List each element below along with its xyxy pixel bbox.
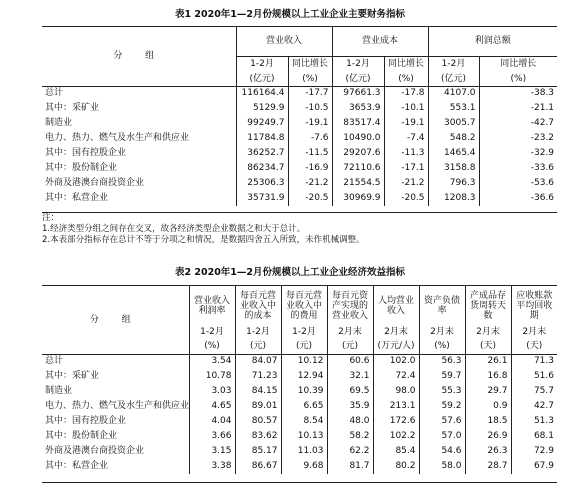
table1-col-group: 营业收入: [236, 27, 332, 57]
table-row: [42, 176, 557, 191]
table-cell: 3005.7: [428, 116, 479, 131]
table-cell: 3.38: [189, 459, 235, 474]
table2-col-header: 每百元营业收入中的费用: [281, 286, 327, 326]
table2-unit: (元): [235, 340, 281, 355]
table-cell: 57.6: [419, 414, 465, 429]
row-label: 其中：私营企业: [45, 460, 109, 471]
table-cell: 58.2: [327, 429, 373, 444]
table2-unit: (%): [189, 340, 235, 355]
table-cell: 1208.3: [428, 191, 479, 206]
row-label: 制造业: [45, 385, 73, 396]
table1-unit: (亿元): [428, 73, 479, 87]
table-row: [42, 399, 557, 414]
table-cell: 98.0: [373, 384, 419, 399]
table-cell: 16.8: [465, 369, 511, 384]
table2-group-header: 分 组: [42, 286, 189, 355]
row-label: 电力、热力、燃气及水生产和供应业: [45, 132, 190, 143]
table1-unit: (亿元): [236, 73, 288, 87]
table-row: [42, 87, 557, 101]
table2-unit: (元): [327, 340, 373, 355]
table-cell: 72.9: [511, 444, 557, 459]
table-cell: 36252.7: [236, 146, 288, 161]
table-cell: 99249.7: [236, 116, 288, 131]
table-cell: 51.3: [511, 414, 557, 429]
table-cell: 102.0: [373, 355, 419, 369]
table-row: [42, 146, 557, 161]
table2-col-header: 资产负债率: [419, 286, 465, 326]
table-cell: 3.03: [189, 384, 235, 399]
table-cell: 3653.9: [332, 101, 384, 116]
table-cell: 42.7: [511, 399, 557, 414]
table1-caption: 表1 2020年1—2月份规模以上工业企业主要财务指标: [174, 9, 406, 20]
table-cell: 10.39: [281, 384, 327, 399]
table-cell: -53.6: [479, 176, 557, 191]
table-cell: 4.65: [189, 399, 235, 414]
table-cell: 72.4: [373, 369, 419, 384]
table2-unit: (%): [419, 340, 465, 355]
table-cell: 89.01: [235, 399, 281, 414]
table-cell: -10.1: [384, 101, 428, 116]
table2-period: 2月末: [419, 326, 465, 340]
table-cell: 57.0: [419, 429, 465, 444]
table-cell: 51.6: [511, 369, 557, 384]
table2: [42, 285, 557, 474]
table-cell: 28.7: [465, 459, 511, 474]
table-cell: -17.8: [384, 87, 428, 101]
table1-note: 1.经济类型分组之间存在交叉，故各经济类型企业数据之和大于总计。: [42, 224, 306, 234]
table1-sub-header: 同比增长: [384, 57, 428, 73]
table2-unit: (天): [511, 340, 557, 355]
table-row: [42, 459, 557, 474]
table-cell: 35731.9: [236, 191, 288, 206]
table2-col-header: 人均营业收入: [373, 286, 419, 326]
table-cell: 80.2: [373, 459, 419, 474]
table2-unit: (天): [465, 340, 511, 355]
table-cell: 102.2: [373, 429, 419, 444]
table1-col-group: 营业成本: [332, 27, 428, 57]
table2-period: 1-2月: [235, 326, 281, 340]
table-cell: 58.0: [419, 459, 465, 474]
table2-col-header: 产成品存货周转天数: [465, 286, 511, 326]
table-row: [42, 414, 557, 429]
table-cell: -21.2: [384, 176, 428, 191]
table-cell: -7.6: [288, 131, 332, 146]
table-cell: 12.94: [281, 369, 327, 384]
table-cell: 68.1: [511, 429, 557, 444]
table-cell: -19.1: [288, 116, 332, 131]
table-row: [42, 116, 557, 131]
table-cell: 18.5: [465, 414, 511, 429]
table1-sub-header: 1-2月: [236, 57, 288, 73]
table2-col-header: 应收账款平均回收期: [511, 286, 557, 326]
table1-unit: (亿元): [332, 73, 384, 87]
table1-group-header: 分 组: [42, 27, 236, 87]
table-cell: 3.66: [189, 429, 235, 444]
row-label: 其中：采矿业: [45, 370, 100, 381]
table-cell: 8.54: [281, 414, 327, 429]
table-cell: -17.7: [288, 87, 332, 101]
row-label: 外商及港澳台商投资企业: [45, 445, 145, 456]
table-cell: 80.57: [235, 414, 281, 429]
table-row: [42, 161, 557, 176]
table-cell: 172.6: [373, 414, 419, 429]
row-label: 制造业: [45, 117, 73, 128]
table-cell: 25306.3: [236, 176, 288, 191]
table-cell: 97661.3: [332, 87, 384, 101]
table-cell: 55.3: [419, 384, 465, 399]
row-label: 其中：国有控股企业: [45, 147, 127, 158]
table-cell: 4107.0: [428, 87, 479, 101]
table-cell: 84.07: [235, 355, 281, 369]
table1-unit: (%): [384, 73, 428, 87]
table-cell: -16.9: [288, 161, 332, 176]
table-cell: 81.7: [327, 459, 373, 474]
table-cell: 5129.9: [236, 101, 288, 116]
table-cell: 213.1: [373, 399, 419, 414]
row-label: 其中：私营企业: [45, 192, 109, 203]
row-label: 总计: [45, 356, 64, 367]
table-cell: 10.13: [281, 429, 327, 444]
table-cell: 84.15: [235, 384, 281, 399]
table-cell: 0.9: [465, 399, 511, 414]
table-cell: 56.3: [419, 355, 465, 369]
table-row: [42, 131, 557, 146]
table1-unit: (%): [288, 73, 332, 87]
table-cell: 59.7: [419, 369, 465, 384]
table-cell: 32.1: [327, 369, 373, 384]
table-row: [42, 429, 557, 444]
table-row: [42, 369, 557, 384]
table-cell: -20.5: [288, 191, 332, 206]
row-label: 其中：股份制企业: [45, 162, 118, 173]
row-label: 其中：采矿业: [45, 102, 100, 113]
table2-period: 1-2月: [281, 326, 327, 340]
table-cell: 48.0: [327, 414, 373, 429]
table-cell: -19.1: [384, 116, 428, 131]
table2-period: 2月末: [327, 326, 373, 340]
table-cell: 67.9: [511, 459, 557, 474]
table-cell: 71.23: [235, 369, 281, 384]
table-cell: 10.12: [281, 355, 327, 369]
table1-sub-header: 1-2月: [332, 57, 384, 73]
table-cell: -11.3: [384, 146, 428, 161]
table-cell: -33.6: [479, 161, 557, 176]
table-cell: 59.2: [419, 399, 465, 414]
table-cell: 4.04: [189, 414, 235, 429]
table-cell: -38.3: [479, 87, 557, 101]
table-cell: -20.5: [384, 191, 428, 206]
table-cell: 11784.8: [236, 131, 288, 146]
table2-col-header: 每百元资产实现的营业收入: [327, 286, 373, 326]
table-cell: 10.78: [189, 369, 235, 384]
table-cell: 548.2: [428, 131, 479, 146]
table-cell: 86.67: [235, 459, 281, 474]
row-label: 其中：股份制企业: [45, 430, 118, 441]
table2-period: 2月末: [511, 326, 557, 340]
table-cell: 30969.9: [332, 191, 384, 206]
table-cell: 1465.4: [428, 146, 479, 161]
table-cell: 9.68: [281, 459, 327, 474]
table2-unit: (万元/人): [373, 340, 419, 355]
table-row: [42, 384, 557, 399]
table-cell: 29207.6: [332, 146, 384, 161]
table-cell: 60.6: [327, 355, 373, 369]
table-cell: 26.3: [465, 444, 511, 459]
table-cell: -21.1: [479, 101, 557, 116]
table-cell: 796.3: [428, 176, 479, 191]
table1-note: 2.本表部分指标存在总计不等于分项之和情况，是数据四舍五入所致，未作机械调整。: [42, 235, 365, 245]
table1-sub-header: 1-2月: [428, 57, 479, 73]
table-cell: -11.5: [288, 146, 332, 161]
table-cell: 116164.4: [236, 87, 288, 101]
table-cell: 62.2: [327, 444, 373, 459]
table-cell: 10490.0: [332, 131, 384, 146]
table-cell: 3.15: [189, 444, 235, 459]
table-cell: -32.9: [479, 146, 557, 161]
table2-period: 1-2月: [189, 326, 235, 340]
table-cell: -21.2: [288, 176, 332, 191]
row-label: 外商及港澳台商投资企业: [45, 177, 145, 188]
table2-col-header: 每百元营业收入中的成本: [235, 286, 281, 326]
row-label: 总计: [45, 88, 64, 99]
row-label: 其中：国有控股企业: [45, 415, 127, 426]
table2-col-header: 营业收入利润率: [189, 286, 235, 326]
table-cell: -7.4: [384, 131, 428, 146]
table-cell: 71.3: [511, 355, 557, 369]
table2-unit: (元): [281, 340, 327, 355]
table-cell: 29.7: [465, 384, 511, 399]
table1-sub-header: 同比增长: [288, 57, 332, 73]
table-row: [42, 444, 557, 459]
table-cell: 3.54: [189, 355, 235, 369]
table-cell: -36.6: [479, 191, 557, 206]
table-cell: 85.4: [373, 444, 419, 459]
table-cell: 553.1: [428, 101, 479, 116]
table-cell: 26.1: [465, 355, 511, 369]
table-cell: 3158.8: [428, 161, 479, 176]
table-cell: 69.5: [327, 384, 373, 399]
table-row: [42, 355, 557, 369]
table1-sub-header: 同比增长: [479, 57, 557, 73]
table-cell: 83517.4: [332, 116, 384, 131]
table-cell: -17.1: [384, 161, 428, 176]
table-cell: -42.7: [479, 116, 557, 131]
table-row: [42, 191, 557, 206]
row-label: 电力、热力、燃气及水生产和供应业: [45, 400, 189, 411]
table1: [42, 26, 557, 206]
table-cell: 54.6: [419, 444, 465, 459]
table-cell: 35.9: [327, 399, 373, 414]
table-cell: 21554.5: [332, 176, 384, 191]
table-cell: -10.5: [288, 101, 332, 116]
table-cell: -23.2: [479, 131, 557, 146]
table2-period: 2月末: [373, 326, 419, 340]
table-row: [42, 101, 557, 116]
table1-note: 注：: [42, 213, 60, 223]
table-cell: 85.17: [235, 444, 281, 459]
table1-col-group: 利润总额: [428, 27, 557, 57]
table1-unit: (%): [479, 73, 557, 87]
table-cell: 86234.7: [236, 161, 288, 176]
table-cell: 6.65: [281, 399, 327, 414]
table-cell: 75.7: [511, 384, 557, 399]
table-cell: 26.9: [465, 429, 511, 444]
table2-caption: 表2 2020年1—2月份规模以上工业企业经济效益指标: [174, 267, 406, 278]
table2-period: 2月末: [465, 326, 511, 340]
table-cell: 11.03: [281, 444, 327, 459]
table-cell: 83.62: [235, 429, 281, 444]
table-cell: 72110.6: [332, 161, 384, 176]
